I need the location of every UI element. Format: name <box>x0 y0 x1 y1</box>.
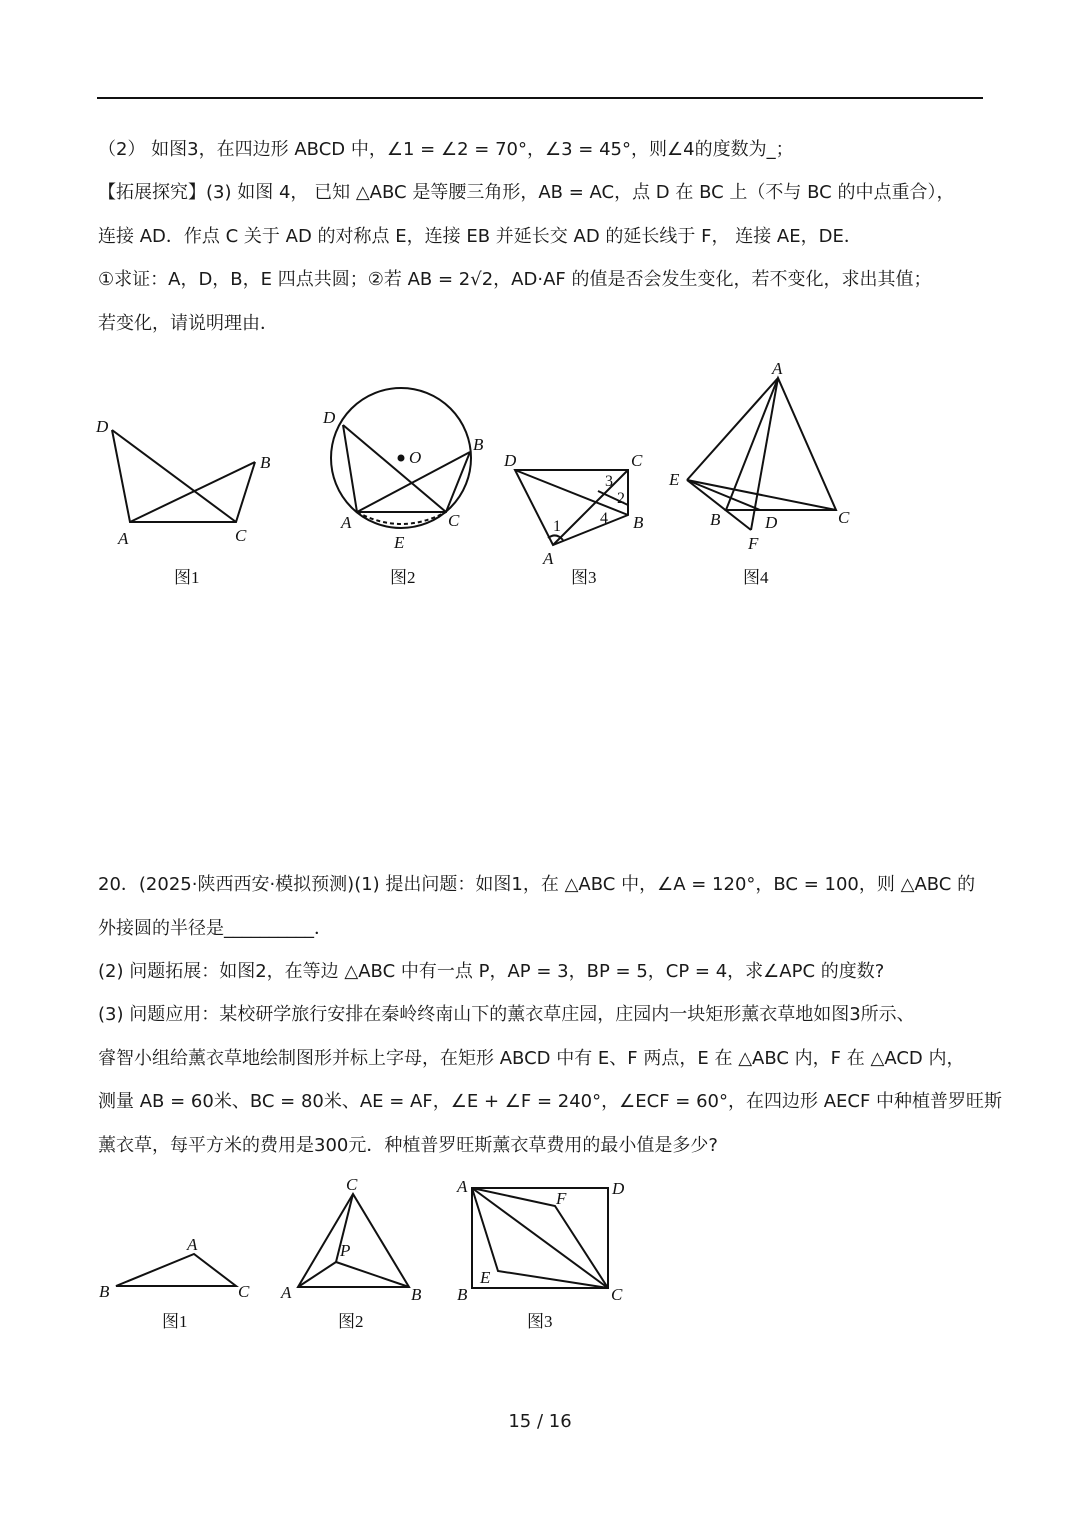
q19-fig4-label-D: D <box>765 513 778 532</box>
q20-fig2-label-A: A <box>281 1283 292 1302</box>
q20-line-1: 20．(2025·陕西西安·模拟预测)(1) 提出问题：如图1，在 △ABC 中，∠A = 120°，BC = 100，则 △ABC 的 <box>98 874 976 895</box>
q19-line-4: ①求证：A，D，B，E 四点共圆；②若 AB = 2√2，AD·AF 的值是否会发生变化，若不变化，求出其值； <box>98 269 932 290</box>
q19-fig3-angle-1: 1 <box>553 518 561 535</box>
q20-fig2 <box>280 1175 422 1331</box>
q20-line-3: (2) 问题拓展：如图2，在等边 △ABC 中有一点 P，AP = 3，BP = 5，CP = 4，求∠APC 的度数? <box>98 961 885 982</box>
q19-line-5: 若变化，请说明理由． <box>98 313 278 334</box>
q20-fig2-label-P: P <box>340 1241 351 1260</box>
q19-fig2-label-C: C <box>448 511 460 530</box>
q20-fig1-label-A: A <box>187 1235 198 1254</box>
q20-fig1-label-C: C <box>238 1282 250 1301</box>
q19-fig4-caption: 图4 <box>743 568 769 587</box>
q19-fig2-label-O: O <box>409 448 422 467</box>
q20-fig3-caption: 图3 <box>527 1312 553 1331</box>
q19-fig4-label-F: F <box>748 534 759 553</box>
q20-fig3-label-A: A <box>457 1177 468 1196</box>
q20-line-2: 外接圆的半径是__________． <box>98 918 332 939</box>
q19-line-2: 【拓展探究】(3) 如图 4， 已知 △ABC 是等腰三角形，AB = AC，点 D 在 BC 上（不与 BC 的中点重合）， <box>98 182 955 203</box>
q19-fig2-label-B: B <box>473 435 484 454</box>
q20-fig2-label-C: C <box>346 1175 358 1194</box>
q19-line-3: 连接 AD．作点 C 关于 AD 的对称点 E，连接 EB 并延长交 AD 的延长线于 F， 连接 AE，DE． <box>98 226 862 247</box>
q20-fig3-label-C: C <box>611 1285 623 1304</box>
q19-fig4-label-B: B <box>710 510 721 529</box>
q19-fig1-label-D: D <box>96 417 109 436</box>
q20-fig3-label-E: E <box>480 1268 491 1287</box>
q19-line-1: （2） 如图3，在四边形 ABCD 中，∠1 = ∠2 = 70°，∠3 = 45°，则∠4的度数为_； <box>98 139 794 160</box>
q19-fig3-angle-3: 3 <box>605 473 613 490</box>
q20-fig1-label-B: B <box>99 1282 110 1301</box>
q19-fig1-label-C: C <box>235 526 247 545</box>
q20-fig3-label-D: D <box>612 1179 625 1198</box>
q19-fig1-label-B: B <box>260 453 271 472</box>
q20-line-7: 薰衣草，每平方米的费用是300元．种植普罗旺斯薰衣草费用的最小值是多少? <box>98 1135 718 1156</box>
q20-fig3-label-F: F <box>556 1189 567 1208</box>
q19-fig4-label-A: A <box>772 359 783 378</box>
q20-fig3 <box>456 1177 625 1331</box>
q20-fig2-caption: 图2 <box>338 1312 364 1331</box>
q20-fig2-label-B: B <box>411 1285 422 1304</box>
q19-fig2-label-D: D <box>323 408 336 427</box>
q20-fig3-label-B: B <box>457 1285 468 1304</box>
q19-fig4-label-E: E <box>669 470 680 489</box>
page-number: 15 / 16 <box>508 1411 572 1432</box>
q19-fig3-caption: 图3 <box>571 568 597 587</box>
q19-fig3-label-C: C <box>631 451 643 470</box>
q19-fig4-label-C: C <box>838 508 850 527</box>
q19-fig1-label-A: A <box>118 529 129 548</box>
q19-fig2-label-A: A <box>341 513 352 532</box>
q19-fig3-label-D: D <box>504 451 517 470</box>
q20-line-5: 睿智小组给薰衣草地绘制图形并标上字母，在矩形 ABCD 中有 E、F 两点，E 在 △ABC 内，F 在 △ACD 内， <box>98 1048 965 1069</box>
q20-line-6: 测量 AB = 60米、BC = 80米、AE = AF，∠E + ∠F = 240°，∠ECF = 60°，在四边形 AECF 中种植普罗旺斯 <box>98 1091 1003 1112</box>
q19-fig3-angle-2: 2 <box>617 490 625 507</box>
q19-fig3-angle-4: 4 <box>600 510 608 527</box>
q20-fig1 <box>99 1235 250 1331</box>
q19-fig3-label-A: A <box>543 549 554 568</box>
q19-fig3-label-B: B <box>633 513 644 532</box>
q20-fig1-caption: 图1 <box>162 1312 188 1331</box>
q20-line-4: (3) 问题应用：某校研学旅行安排在秦岭终南山下的薰衣草庄园，庄园内一块矩形薰衣草地如图3所示、 <box>98 1004 915 1025</box>
q19-fig2-caption: 图2 <box>390 568 416 587</box>
q19-fig1-caption: 图1 <box>174 568 200 587</box>
q19-fig2-label-E: E <box>394 533 405 552</box>
